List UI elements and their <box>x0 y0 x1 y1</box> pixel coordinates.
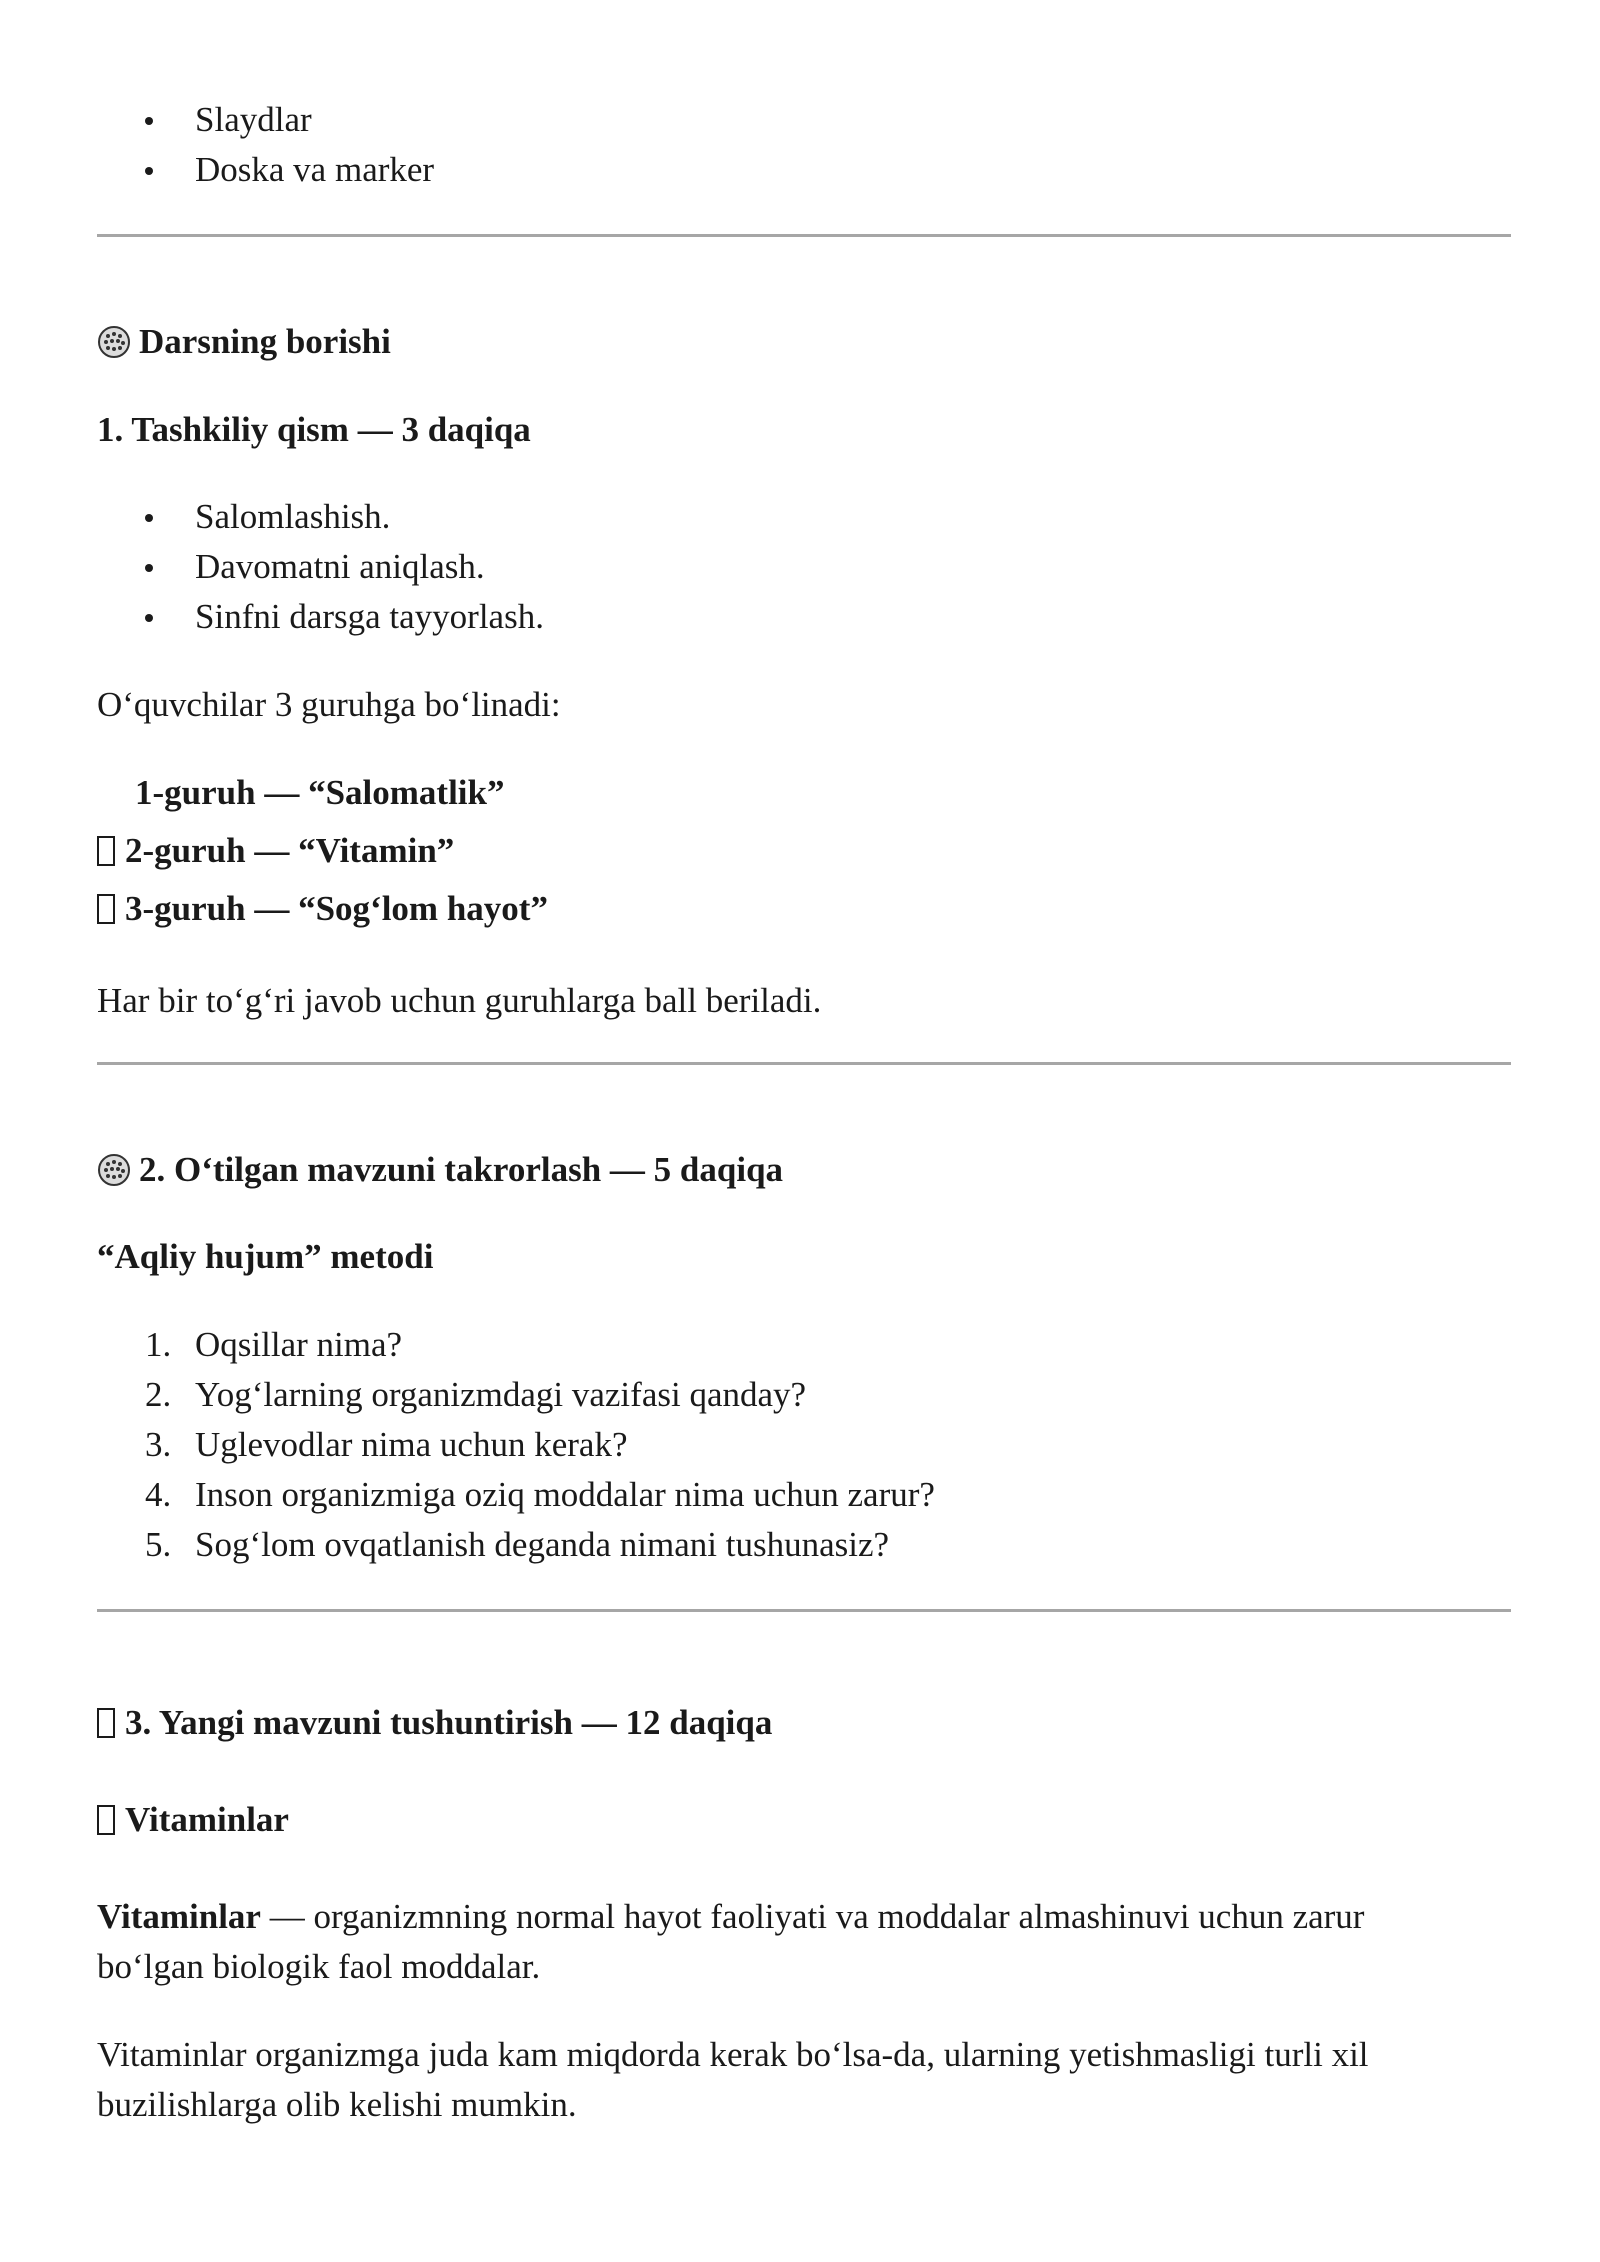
stage1-list <box>0 492 1600 642</box>
stage3-heading: 3. Yangi mavzuni tushuntirish — 12 daqiqa <box>97 1699 772 1747</box>
groups-intro: O‘quvchilar 3 guruhga bo‘linadi: <box>97 685 561 724</box>
list-item: Davomatni aniqlash. <box>0 542 1600 592</box>
group-item: 2-guruh — “Vitamin” <box>97 827 454 875</box>
stage2-heading: 2. O‘tilgan mavzuni takrorlash — 5 daqiqa <box>97 1146 783 1194</box>
list-item: 2. Yog‘larning organizmdagi vazifasi qanday? <box>145 1375 807 1414</box>
divider <box>97 1062 1511 1065</box>
note-paragraph: Vitaminlar organizmga juda kam miqdorda kerak bo‘lsa-da, ularning yetishmasligi turli xil buzilishlarga olib kelishi mumkin. <box>97 2035 1369 2124</box>
method-heading: “Aqliy hujum” metodi <box>97 1237 434 1276</box>
stage1-heading: 1. Tashkiliy qism — 3 daqiqa <box>97 410 531 449</box>
list-item: Doska va marker <box>0 145 1600 195</box>
dotted-circle-icon <box>97 325 131 359</box>
questions-list <box>0 1320 1600 1570</box>
vitamins-subheading: Vitaminlar <box>97 1796 289 1844</box>
bullet-icon <box>145 564 153 572</box>
bullet-icon <box>145 167 153 175</box>
bullet-icon <box>145 514 153 522</box>
list-item: 5. Sog‘lom ovqatlanish deganda nimani tushunasiz? <box>145 1525 890 1564</box>
list-item: 4. Inson organizmiga oziq moddalar nima uchun zarur? <box>145 1475 935 1514</box>
bullet-icon <box>145 117 153 125</box>
divider <box>97 1609 1511 1612</box>
list-item: Sinfni darsga tayyorlash. <box>0 592 1600 642</box>
missing-glyph-icon <box>97 1805 115 1835</box>
group-item: 3-guruh — “Sog‘lom hayot” <box>97 885 548 933</box>
list-item: 3. Uglevodlar nima uchun kerak? <box>145 1425 628 1464</box>
divider <box>97 234 1511 237</box>
list-item: Slaydlar <box>0 95 1600 145</box>
group-item: 1-guruh — “Salomatlik” <box>135 773 505 812</box>
list-item: Salomlashish. <box>0 492 1600 542</box>
dotted-circle-icon <box>97 1153 131 1187</box>
materials-list <box>0 95 1600 195</box>
bullet-icon <box>145 614 153 622</box>
missing-glyph-icon <box>97 894 115 924</box>
missing-glyph-icon <box>97 1708 115 1738</box>
list-item: 1. Oqsillar nima? <box>145 1325 403 1364</box>
section-heading: Darsning borishi <box>97 318 391 366</box>
scoring-note: Har bir to‘g‘ri javob uchun guruhlarga ball beriladi. <box>97 981 822 1020</box>
definition-paragraph: Vitaminlar — organizmning normal hayot faoliyati va moddalar almashinuvi uchun zarur bo‘lgan biologik faol moddalar. <box>97 1897 1365 1986</box>
missing-glyph-icon <box>97 836 115 866</box>
